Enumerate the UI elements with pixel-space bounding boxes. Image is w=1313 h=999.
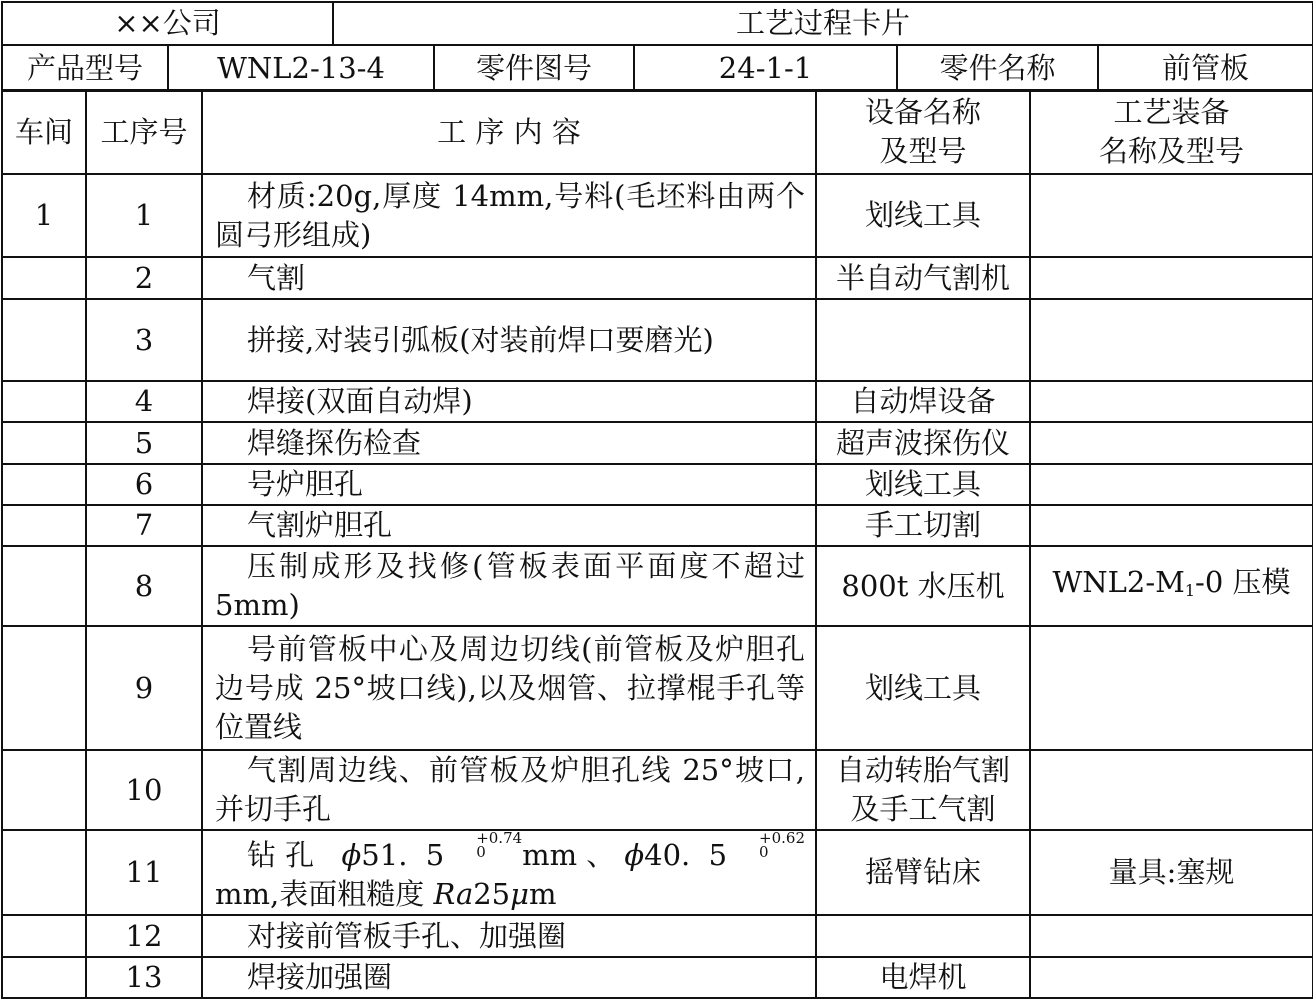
step-content-text: 气割周边线、前管板及炉胆孔线 25°坡口,并切手孔 [215, 753, 805, 826]
table-header-row [2, 90, 1313, 174]
equipment-cell: 800t 水压机 [816, 546, 1030, 626]
step-content-text: 气割炉胆孔 [247, 508, 393, 542]
step-content-text [215, 831, 805, 914]
table-row [2, 626, 1313, 750]
equipment-cell [816, 750, 1030, 830]
equipment-cell: 自动焊设备 [816, 381, 1030, 422]
equipment-cell [816, 299, 1030, 381]
tooling-cell [1030, 915, 1313, 957]
step-content-cell [202, 546, 816, 626]
tooling-cell [1030, 957, 1313, 998]
step-content-text: 焊缝探伤检查 [247, 425, 422, 460]
tooling-text-a: WNL2-M [1052, 564, 1185, 599]
equipment-cell: 手工切割 [816, 505, 1030, 546]
step-content-cell [202, 464, 816, 505]
step-no-cell: 12 [86, 915, 202, 957]
drawing-number-value: 24-1-1 [634, 45, 897, 91]
tooling-text-b: -0 压模 [1195, 564, 1291, 599]
product-model-label: 产品型号 [2, 45, 168, 91]
equipment-cell: 半自动气割机 [816, 257, 1030, 299]
tooling-cell [1030, 750, 1313, 830]
workshop-cell [2, 505, 86, 546]
content-part-a: 钻孔 [247, 838, 342, 872]
step-content-text: 压制成形及找修(管板表面平面度不超过 5mm) [215, 549, 805, 622]
tooling-cell [1030, 299, 1313, 381]
workshop-cell: 1 [2, 174, 86, 257]
col-tooling-line2: 名称及型号 [1098, 134, 1244, 168]
table-row [2, 174, 1313, 257]
step-content-text: 焊接加强圈 [247, 960, 393, 994]
micro-symbol: μ [510, 877, 529, 911]
card-header [1, 1, 1313, 46]
workshop-cell [2, 915, 86, 957]
phi-symbol: ϕ [341, 838, 362, 872]
equipment-cell: 划线工具 [816, 174, 1030, 257]
workshop-cell [2, 422, 86, 464]
step-content-cell [202, 381, 816, 422]
col-tooling [1030, 90, 1313, 174]
tolerance-1-lower: 0 [476, 843, 486, 861]
diameter-2: 40. 5 [644, 838, 728, 872]
step-content-cell [202, 174, 816, 257]
equipment-line2: 及手工气割 [850, 792, 996, 826]
equipment-cell: 超声波探伤仪 [816, 422, 1030, 464]
workshop-cell [2, 957, 86, 998]
equipment-line1: 自动转胎气割 [835, 753, 1010, 787]
workshop-cell [2, 299, 86, 381]
table-row [2, 422, 1313, 464]
drawing-number-label: 零件图号 [434, 45, 634, 91]
step-no-cell: 9 [86, 626, 202, 750]
step-no-cell: 10 [86, 750, 202, 830]
step-content-cell [202, 505, 816, 546]
step-content-text: 拼接,对装引弧板(对装前焊口要磨光) [247, 322, 714, 357]
col-workshop: 车间 [2, 90, 86, 174]
step-content-text: 材质:20g,厚度 14mm,号料(毛坯料由两个圆弓形组成) [215, 178, 805, 252]
equipment-cell: 划线工具 [816, 626, 1030, 750]
col-equipment-line1: 设备名称 [864, 95, 981, 129]
table-row [2, 505, 1313, 546]
col-step-no: 工序号 [86, 90, 202, 174]
step-no-cell: 1 [86, 174, 202, 257]
step-content-cell [202, 626, 816, 750]
step-no-cell: 13 [86, 957, 202, 998]
workshop-cell [2, 257, 86, 299]
workshop-cell [2, 546, 86, 626]
roughness-value: 25 [473, 877, 511, 911]
diameter-1: 51. 5 [361, 838, 445, 872]
tooling-cell [1030, 422, 1313, 464]
col-content: 工 序 内 容 [202, 90, 816, 174]
process-table [1, 89, 1313, 999]
tooling-cell [1030, 626, 1313, 750]
company-name: ××公司 [2, 2, 333, 45]
content-part-b: mm、 [522, 838, 625, 872]
tooling-cell [1030, 174, 1313, 257]
workshop-cell [2, 381, 86, 422]
table-row [2, 750, 1313, 830]
part-info-row [1, 44, 1313, 92]
workshop-cell [2, 464, 86, 505]
step-content-cell [202, 830, 816, 915]
workshop-cell [2, 626, 86, 750]
step-content-text: 号前管板中心及周边切线(前管板及炉胆孔边号成 25°坡口线),以及烟管、拉撑棍手孔等位置线 [215, 631, 805, 744]
part-name-label: 零件名称 [897, 45, 1098, 91]
table-row [2, 830, 1313, 915]
roughness-unit: m [529, 877, 557, 911]
tooling-cell [1030, 381, 1313, 422]
step-content-cell [202, 257, 816, 299]
table-row [2, 257, 1313, 299]
tolerance-2-upper: +0.62 [759, 829, 805, 847]
step-content-cell [202, 422, 816, 464]
tooling-cell [1030, 257, 1313, 299]
equipment-cell: 划线工具 [816, 464, 1030, 505]
step-no-cell: 2 [86, 257, 202, 299]
equipment-cell [816, 915, 1030, 957]
step-no-cell: 4 [86, 381, 202, 422]
card-title: 工艺过程卡片 [333, 2, 1313, 45]
step-content-cell [202, 750, 816, 830]
equipment-cell: 电焊机 [816, 957, 1030, 998]
tolerance-2 [727, 831, 805, 859]
step-content-cell [202, 915, 816, 957]
workshop-cell [2, 750, 86, 830]
tooling-subscript: 1 [1184, 580, 1196, 600]
tooling-cell [1030, 546, 1313, 626]
tooling-cell [1030, 464, 1313, 505]
step-content-cell [202, 957, 816, 998]
phi-symbol: ϕ [624, 838, 645, 872]
step-content-text: 焊接(双面自动焊) [247, 384, 473, 418]
table-row [2, 915, 1313, 957]
col-equipment [816, 90, 1030, 174]
step-no-cell: 11 [86, 830, 202, 915]
tolerance-1-upper: +0.74 [476, 829, 523, 847]
step-no-cell: 3 [86, 299, 202, 381]
col-equipment-line2: 及型号 [879, 134, 967, 168]
part-name-value: 前管板 [1098, 45, 1313, 91]
tolerance-2-lower: 0 [759, 843, 769, 861]
step-content-text: 气割 [247, 260, 306, 295]
table-row [2, 299, 1313, 381]
step-no-cell: 5 [86, 422, 202, 464]
step-content-cell [202, 299, 816, 381]
workshop-cell [2, 830, 86, 915]
tooling-cell: 量具:塞规 [1030, 830, 1313, 915]
step-no-cell: 6 [86, 464, 202, 505]
content-part-c: mm,表面粗糙度 [215, 877, 434, 911]
tolerance-1 [444, 831, 522, 859]
table-row [2, 957, 1313, 998]
table-row [2, 381, 1313, 422]
step-no-cell: 7 [86, 505, 202, 546]
step-no-cell: 8 [86, 546, 202, 626]
roughness-symbol: Ra [433, 877, 474, 911]
equipment-cell: 摇臂钻床 [816, 830, 1030, 915]
step-content-text: 号炉胆孔 [247, 467, 364, 501]
table-row [2, 464, 1313, 505]
table-row [2, 546, 1313, 626]
col-tooling-line1: 工艺装备 [1113, 95, 1230, 129]
product-model-value: WNL2-13-4 [168, 45, 434, 91]
tooling-cell [1030, 505, 1313, 546]
step-content-text: 对接前管板手孔、加强圈 [247, 918, 567, 953]
